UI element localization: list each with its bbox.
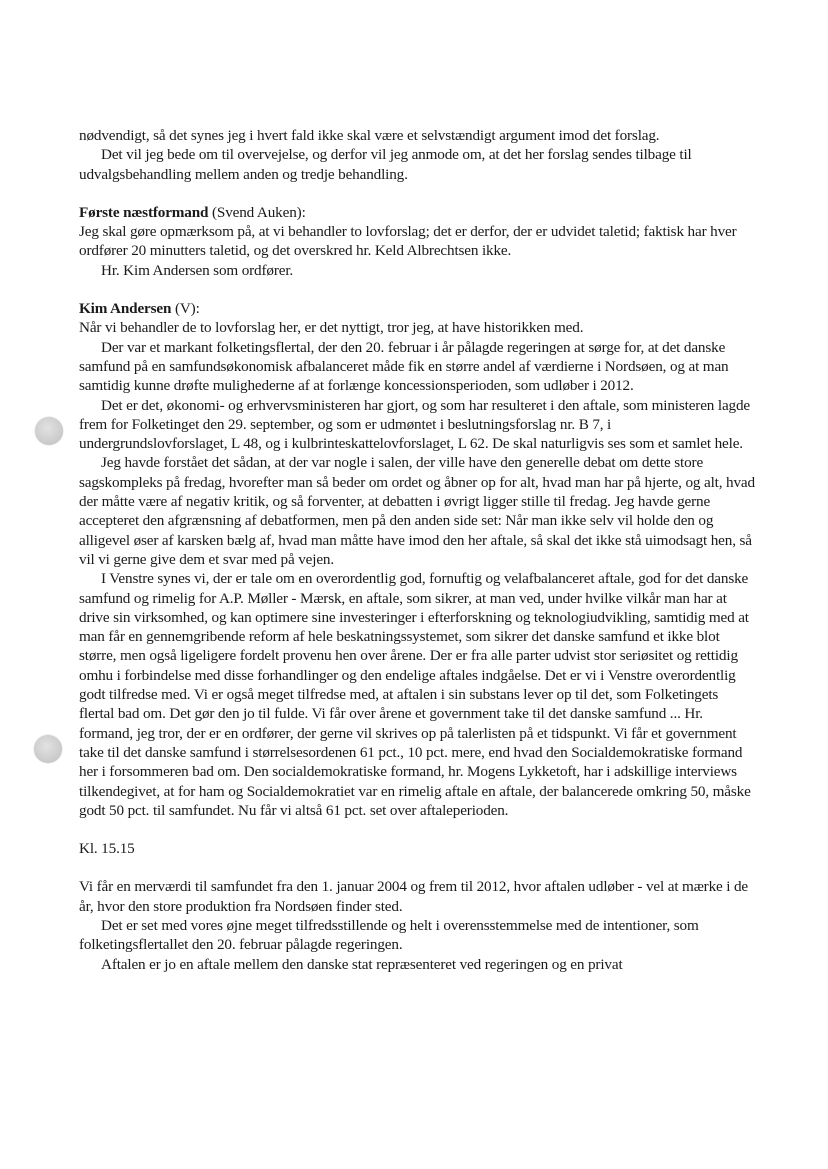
paragraph: Det er set med vores øjne meget tilfredsstillende og helt i overensstemmelse med de intentioner, som folketingsflertallet den 20. februar pålagde regeringen. [79, 916, 699, 954]
document-body [79, 126, 755, 974]
paragraph: Jeg skal gøre opmærksom på, at vi behandler to lovforslag; det er derfor, der er udvidet taletid; faktisk har hver ordfører 20 minutters taletid, og det overskred hr. Keld Albrechtsen ikke. [79, 223, 737, 260]
paragraph-continuation: nødvendigt, så det synes jeg i hvert fald ikke skal være et selvstændigt argument imod det forslag. [79, 127, 660, 144]
timestamp: Kl. 15.15 [79, 840, 135, 858]
paragraph: Når vi behandler de to lovforslag her, er det nyttigt, tror jeg, at have historikken med. [79, 319, 584, 337]
paragraph: Jeg havde forstået det sådan, at der var nogle i salen, der ville have den generelle debat om dette store sagskompleks på fredag, hvorefter man så beder om ordet og åbner op for alt, hvad man har på hjerte, og alt, hvad der måtte være af negativ kritik, og så forventer, at debatten i øvrigt ligger stille til fredag. Jeg havde gerne accepteret den afgrænsning af debatformen, men på den anden side set: Når man ikke selv vil holde den og alligevel øser af karsken bælg af, hvad man måtte have imod den her aftale, så skal det ikke stå uimodsagt hen, så vil vi gerne give dem et svar med på vejen. [79, 454, 755, 568]
speaker-role: (Svend Auken): [208, 203, 306, 221]
speaker-name: Kim Andersen [79, 300, 172, 318]
paragraph: Vi får en merværdi til samfundet fra den 1. januar 2004 og frem til 2012, hvor aftalen udløber - vel at mærke i de år, hvor den store produktion fra Nordsøen finder sted. [79, 878, 749, 915]
paragraph: Det vil jeg bede om til overvejelse, og derfor vil jeg anmode om, at det her forslag sendes tilbage til udvalgsbehandling mellem anden og tredje behandling. [79, 146, 692, 183]
paragraph: I Venstre synes vi, der er tale om en overordentlig god, fornuftig og velafbalanceret aftale, god for det danske samfund og rimelig for A.P. Møller - Mærsk, en aftale, som sikrer, at man ved, under hvilke vilkår man har at drive sin virksomhed, og kan optimere sine investeringer i efterforskning og teknologiudvikling, samtidig med at man får en gennemgribende reform af hele beskatningssystemet, som sikrer det danske samfund et ikke blot større, men også ligeligere fordelt provenu hen over årene. Der er fra alle parter udvist stor seriøsitet og rettidig omhu i forbindelse med disse forhandlinger og den endelige aftales indgåelse. Det er vi i Venstre overordentlig godt tilfredse med. Vi er også meget tilfredse med, at aftalen i sin substans lever op til det, som Folketingets flertal bad om. Det gør den jo til fulde. Vi får over årene et government take til det danske samfund ... Hr. formand, jeg tror, der er en ordfører, der gerne vil skrives op på talerlisten på et tidspunkt. Vi får et government take til det danske samfund i størrelsesordenen 61 pct., 10 pct. mere, end hvad den Socialdemokratiske formand her i forsommeren bad om. Den socialdemokratiske formand, hr. Mogens Lykketoft, har i adskillige interviews tilkendegivet, at for ham og Socialdemokratiet var en rimelig aftale en aftale, der balancerede omkring 50, måske godt 50 pct. til samfundet. Nu får vi altså 61 pct. set over aftaleperioden. [79, 570, 751, 819]
paragraph: Aftalen er jo en aftale mellem den danske stat repræsenteret ved regeringen og en privat [101, 955, 623, 973]
speaker-name: Første næstformand [79, 203, 209, 221]
speaker-role: (V): [171, 300, 200, 318]
speaker-heading [79, 203, 755, 222]
paragraph: Hr. Kim Andersen som ordfører. [101, 261, 294, 279]
punch-hole-top [35, 417, 63, 445]
paragraph: Der var et markant folketingsflertal, der den 20. februar i år pålagde regeringen at sørge for, at det danske samfund på en samfundsøkonomisk afbalanceret måde fik en større andel af værdierne i Nordsøen, og at man samtidig kunne drøfte mulighederne af at forlænge koncessionsperioden, som udløber i 2012. [79, 338, 729, 395]
punch-hole-bottom [34, 735, 62, 763]
paragraph: Det er det, økonomi- og erhvervsministeren har gjort, og som har resulteret i den aftale, som ministeren lagde frem for Folketinget den 29. september, og som er udmøntet i beslutningsforslag nr. B 7, i undergrundslovforslaget, L 48, og i kulbrinteskattelovforslaget, L 62. De skal naturligvis ses som et samlet hele. [79, 396, 751, 453]
speaker-heading [79, 299, 755, 318]
